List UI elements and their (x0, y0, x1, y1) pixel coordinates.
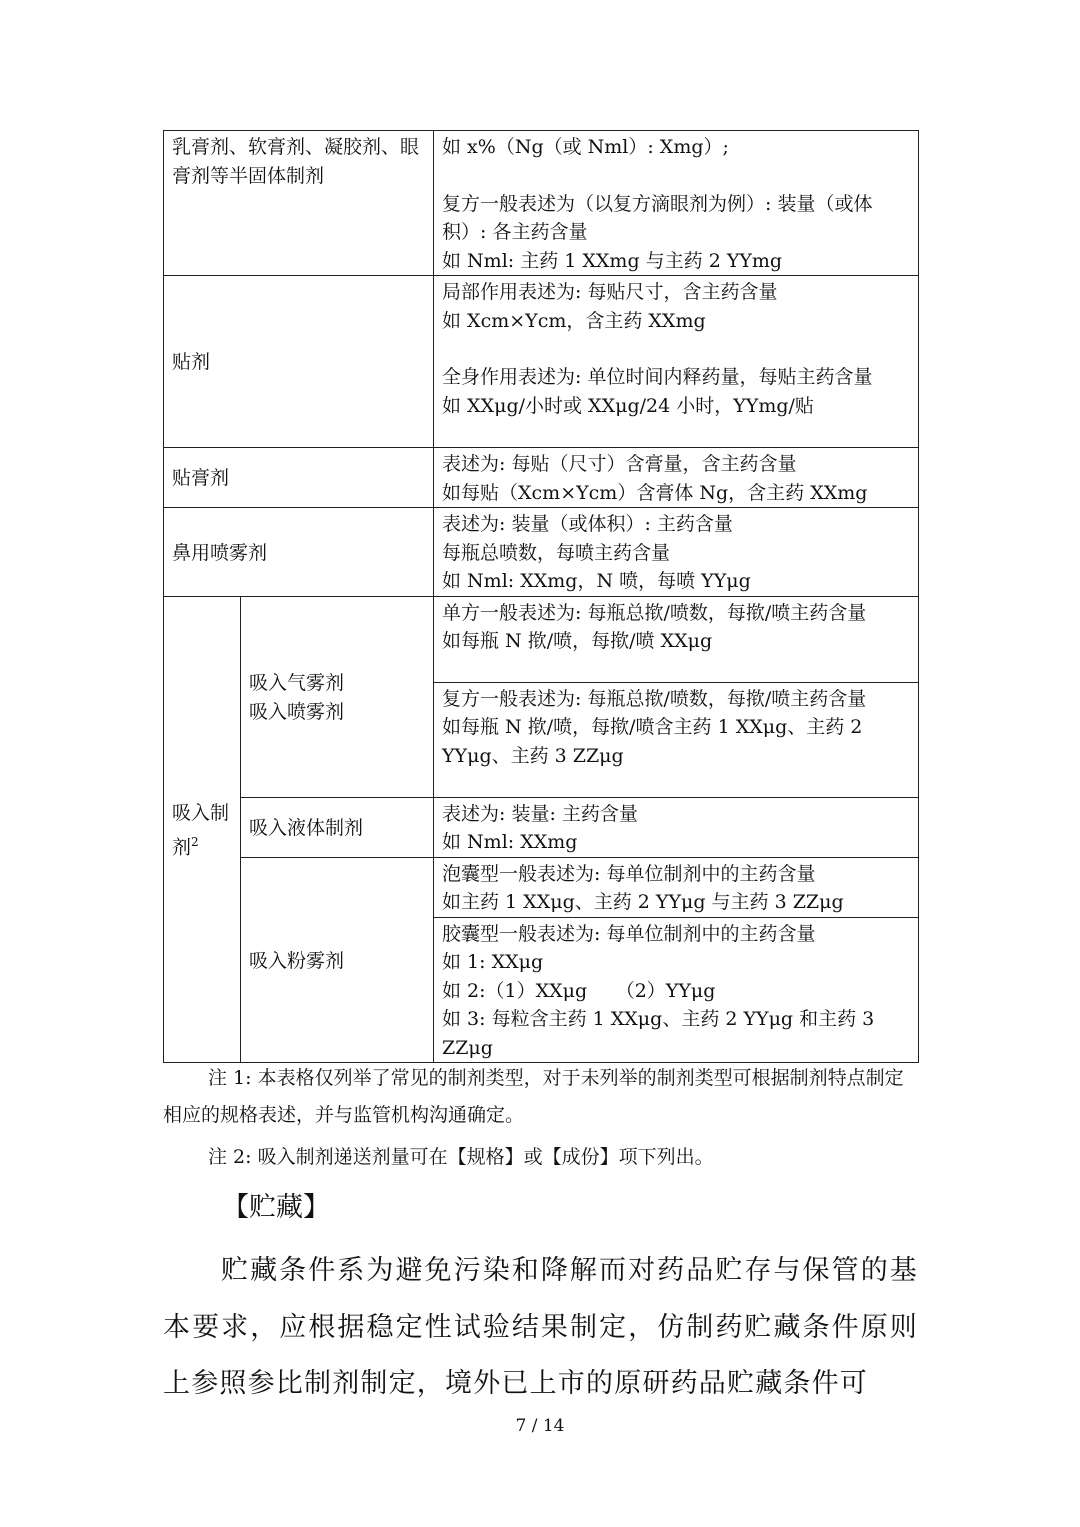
spec-line: 每瓶总喷数，每喷主药含量 (442, 541, 671, 564)
section-heading: 【贮藏】 (222, 1192, 330, 1223)
table-note-2: 注 2: 吸入制剂递送剂量可在【规格】或【成份】项下列出。 (208, 1146, 714, 1168)
table-row (164, 131, 919, 276)
spec-line: 泡囊型一般表述为: 每单位制剂中的主药含量 (442, 862, 816, 885)
spec-cell (434, 797, 919, 857)
spec-line: 如主药 1 XXμg、主药 2 YYμg 与主药 3 ZZμg (442, 891, 844, 913)
spec-line: 如 Nml: XXmg (442, 831, 578, 853)
spec-line: 如每贴（Xcm×Ycm）含膏体 Ng，含主药 XXmg (442, 481, 868, 504)
page-number: 7 / 14 (515, 1416, 565, 1436)
subtype-line: 吸入气雾剂 (249, 672, 345, 694)
table-row (164, 276, 919, 448)
dosage-form-cell: 乳膏剂、软膏剂、凝胶剂、眼膏剂等半固体制剂 (164, 131, 434, 276)
spec-line: 如 Xcm×Ycm，含主药 XXmg (442, 309, 706, 332)
dosage-form-cell: 贴剂 (164, 276, 434, 448)
inhalation-label-cell (164, 596, 241, 1063)
footnote-marker: 2 (191, 834, 199, 849)
spec-line: 如 XXμg/小时或 XXμg/24 小时，YYmg/贴 (442, 394, 814, 417)
spec-line: 复方一般表述为: 每瓶总揿/喷数，每揿/喷主药含量 (442, 687, 867, 710)
spec-cell (434, 131, 919, 276)
spec-line: 如 1: XXμg (442, 951, 544, 973)
spec-cell (434, 448, 919, 508)
spec-line: 胶囊型一般表述为: 每单位制剂中的主药含量 (442, 922, 816, 945)
spec-line: 如 2:（1）XXμg （2）YYμg (442, 979, 716, 1002)
spec-line: 表述为: 装量（或体积）: 主药含量 (442, 513, 733, 535)
spec-line: 表述为: 装量: 主药含量 (442, 802, 638, 825)
subtype-line: 吸入喷雾剂 (249, 700, 345, 723)
table-row (164, 857, 919, 1063)
inhalation-subtype-cell: 吸入液体制剂 (241, 797, 434, 857)
spec-line: 如 Nml: XXmg，N 喷，每喷 YYμg (442, 570, 751, 592)
table-row (164, 448, 919, 508)
spec-line: 如 Nml: 主药 1 XXmg 与主药 2 YYmg (442, 249, 783, 272)
table-row (164, 596, 919, 797)
spec-line: 如 3: 每粒含主药 1 XXμg、主药 2 YYμg 和主药 3 ZZμg (442, 1008, 875, 1059)
table-row (164, 508, 919, 597)
table-note-1: 注 1: 本表格仅列举了常见的制剂类型，对于未列举的制剂类型可根据制剂特点制定相应的规格表述，并与监管机构沟通确定。 (163, 1067, 904, 1126)
inhalation-subtype-cell (241, 596, 434, 797)
specification-table (163, 130, 919, 1063)
spec-line: 单方一般表述为: 每瓶总揿/喷数，每揿/喷主药含量 (442, 601, 867, 624)
spec-line: 表述为: 每贴（尺寸）含膏量，含主药含量 (442, 453, 797, 475)
inhalation-subtype-cell: 吸入粉雾剂 (241, 857, 434, 1063)
spec-line: 如每瓶 N 揿/喷，每揿/喷 XXμg (442, 630, 713, 652)
spec-line: 如 x%（Ng（或 Nml）: Xmg）; (442, 136, 729, 158)
spec-cell (434, 508, 919, 597)
spec-cell (434, 276, 919, 448)
dosage-form-cell: 鼻用喷雾剂 (164, 508, 434, 597)
spec-line: 局部作用表述为: 每贴尺寸，含主药含量 (442, 281, 778, 303)
spec-cell (434, 596, 919, 797)
inhalation-label: 吸入制剂 (172, 802, 230, 858)
spec-cell (434, 857, 919, 1063)
body-paragraph: 贮藏条件系为避免污染和降解而对药品贮存与保管的基本要求，应根据稳定性试验结果制定，仿制药贮藏条件原则上参照参比制剂制定，境外已上市的原研药品贮藏条件可 (163, 1255, 918, 1399)
table-row (164, 797, 919, 857)
spec-line: 复方一般表述为（以复方滴眼剂为例）: 装量（或体积）: 各主药含量 (442, 192, 873, 243)
spec-line: 如每瓶 N 揿/喷，每揿/喷含主药 1 XXμg、主药 2 YYμg、主药 3 ZZμg (442, 716, 863, 767)
dosage-form-cell: 贴膏剂 (164, 448, 434, 508)
spec-line: 全身作用表述为: 单位时间内释药量，每贴主药含量 (442, 366, 873, 388)
